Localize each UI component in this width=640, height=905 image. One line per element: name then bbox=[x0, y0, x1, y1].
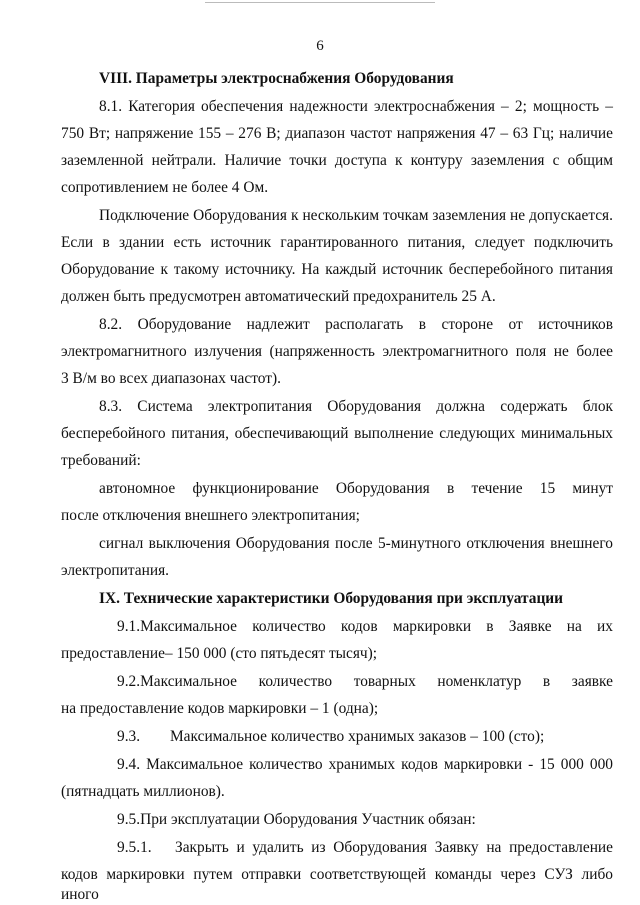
para-8-1-line-4: сопротивлением не более 4 Ом. bbox=[61, 179, 269, 196]
top-scan-edge-line bbox=[205, 2, 435, 3]
para-9-3-number: 9.3. bbox=[117, 728, 141, 745]
para-9-1-line-1: 9.1.Максимальное количество кодов маркировки в Заявке на их bbox=[117, 618, 613, 635]
para-8-2-line-1: 8.2. Оборудование надлежит располагать в стороне от источников bbox=[99, 316, 613, 333]
para-autonomous-line-2: после отключения внешнего электропитания; bbox=[61, 507, 360, 524]
section-9-heading: IX. Технические характеристики Оборудования при эксплуатации bbox=[99, 590, 564, 607]
para-8-1-line-3: заземленной нейтрали. Наличие точки доступа к контуру заземления с общим bbox=[61, 152, 613, 169]
para-9-1-line-2: предоставление– 150 000 (сто пятьдесят тысяч); bbox=[61, 645, 378, 662]
para-8-2-line-2: электромагнитного излучения (напряженность электромагнитного поля не более bbox=[61, 343, 613, 360]
para-9-3-text: Максимальное количество хранимых заказов – 100 (сто); bbox=[170, 728, 545, 745]
para-8-2-line-3: 3 В/м во всех диапазонах частот). bbox=[61, 370, 281, 387]
para-9-2-line-2: на предоставление кодов маркировки – 1 (одна); bbox=[61, 700, 379, 717]
para-9-4-line-2: (пятнадцать миллионов). bbox=[61, 783, 225, 800]
para-9-5-1-line-2: кодов маркировки путем отправки соответствующей команды через СУЗ либо иного bbox=[61, 866, 613, 903]
para-8-3-line-3: требований: bbox=[61, 452, 141, 469]
para-9-5-1-line-1: Закрыть и удалить из Оборудования Заявку на предоставление bbox=[175, 839, 613, 856]
page-number: 6 bbox=[316, 38, 324, 54]
para-9-4-line-1: 9.4. Максимальное количество хранимых кодов маркировки - 15 000 000 bbox=[117, 756, 613, 773]
para-9-2-line-1: 9.2.Максимальное количество товарных номенклатур в заявке bbox=[117, 673, 613, 690]
para-8-3-line-1: 8.3. Система электропитания Оборудования должна содержать блок bbox=[99, 398, 613, 415]
para-autonomous-line-1: автономное функционирование Оборудования в течение 15 минут bbox=[99, 480, 613, 497]
para-grounding-line-3: Оборудование к такому источнику. На каждый источник бесперебойного питания bbox=[61, 261, 613, 278]
para-signal-line-2: электропитания. bbox=[61, 562, 170, 579]
para-grounding-line-4: должен быть предусмотрен автоматический предохранитель 25 А. bbox=[61, 288, 496, 305]
para-signal-line-1: сигнал выключения Оборудования после 5-минутного отключения внешнего bbox=[99, 535, 613, 552]
para-grounding-line-1: Подключение Оборудования к нескольким точкам заземления не допускается. bbox=[99, 207, 613, 224]
para-9-5-1-number: 9.5.1. bbox=[117, 839, 152, 856]
para-8-1-line-2: 750 Вт; напряжение 155 – 276 В; диапазон частот напряжения 47 – 63 Гц; наличие bbox=[61, 125, 613, 142]
para-grounding-line-2: Если в здании есть источник гарантированного питания, следует подключить bbox=[61, 234, 613, 251]
para-8-3-line-2: бесперебойного питания, обеспечивающий выполнение следующих минимальных bbox=[61, 425, 613, 442]
para-9-5: 9.5.При эксплуатации Оборудования Участник обязан: bbox=[117, 811, 476, 828]
section-8-heading: VIII. Параметры электроснабжения Оборудования bbox=[99, 70, 454, 87]
para-8-1-line-1: 8.1. Категория обеспечения надежности электроснабжения – 2; мощность – bbox=[99, 98, 613, 115]
